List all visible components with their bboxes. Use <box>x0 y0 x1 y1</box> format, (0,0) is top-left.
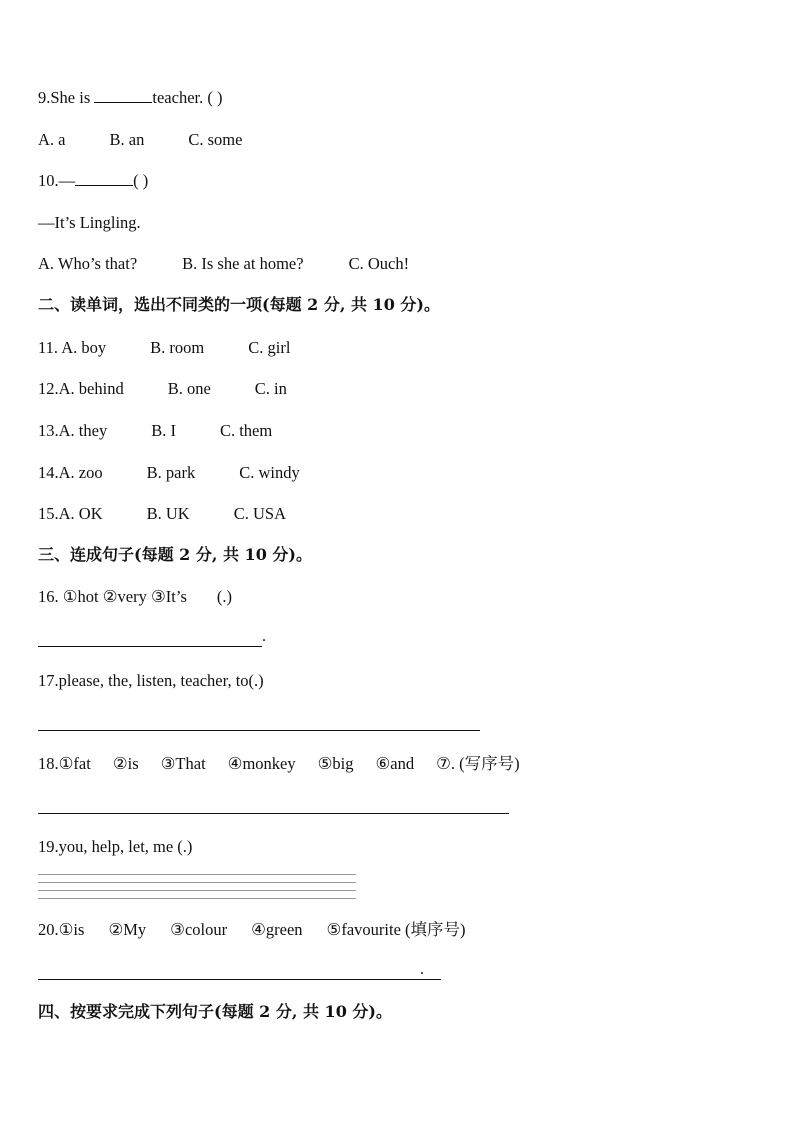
question-20 <box>38 920 466 940</box>
q20-word-4: ④green <box>251 920 303 939</box>
question-16 <box>38 587 232 607</box>
q10-option-c[interactable]: C. Ouch! <box>348 254 410 273</box>
question-14 <box>38 463 300 483</box>
q14-option-a[interactable]: A. zoo <box>58 463 103 482</box>
q9-option-b[interactable]: B. an <box>109 130 145 149</box>
q9-stem-b: teacher. ( ) <box>152 88 223 107</box>
question-10 <box>38 171 148 191</box>
q10-options <box>38 254 409 274</box>
q15-option-b[interactable]: B. UK <box>146 504 190 523</box>
q20-answer-dot: . <box>420 961 424 978</box>
question-19: 19.you, help, let, me (.) <box>38 837 193 856</box>
q14-option-b[interactable]: B. park <box>146 463 196 482</box>
q10-paren: ( ) <box>133 171 149 190</box>
q18-word-5: ⑤big <box>317 754 354 773</box>
q12-number: 12. <box>38 379 59 398</box>
q18-word-4: ④monkey <box>227 754 296 773</box>
q15-number: 15. <box>38 504 59 523</box>
q9-stem-a: 9.She is <box>38 88 95 107</box>
q10-stem: 10.— <box>38 171 76 190</box>
q16-punctuation: (.) <box>216 587 232 606</box>
q9-option-c[interactable]: C. some <box>188 130 243 149</box>
q16-answer-line[interactable] <box>38 646 262 647</box>
question-18 <box>38 754 520 774</box>
section-2-heading: 二、读单词，选出不同类的一项(每题 2 分, 共 10 分)。 <box>38 295 440 314</box>
q14-number: 14. <box>38 463 59 482</box>
q12-option-a[interactable]: A. behind <box>58 379 124 398</box>
q10-reply: —It’s Lingling. <box>38 213 141 232</box>
q16-answer-dot: . <box>262 628 266 645</box>
q9-option-a[interactable]: A. a <box>38 130 66 149</box>
q18-word-6: ⑥and <box>375 754 415 773</box>
q13-number: 13. <box>38 421 59 440</box>
q18-word-1: 18.①fat <box>38 754 91 773</box>
q18-answer-line[interactable] <box>38 813 509 814</box>
q19-writing-line-1[interactable] <box>38 874 356 875</box>
q19-writing-line-2[interactable] <box>38 882 356 883</box>
q18-word-3: ③That <box>160 754 206 773</box>
q18-word-2: ②is <box>112 754 139 773</box>
q10-blank[interactable] <box>75 171 133 186</box>
q13-option-b[interactable]: B. I <box>151 421 176 440</box>
q20-word-1: 20.①is <box>38 920 85 939</box>
q19-writing-line-3[interactable] <box>38 890 356 891</box>
q18-word-7: ⑦. (写序号) <box>436 754 520 773</box>
q16-words: 16. ①hot ②very ③It’s <box>38 587 187 606</box>
q9-options <box>38 130 242 150</box>
q11-option-b[interactable]: B. room <box>150 338 205 357</box>
q13-option-c[interactable]: C. them <box>219 421 273 440</box>
q17-answer-line[interactable] <box>38 730 480 731</box>
question-12 <box>38 379 287 399</box>
q10-option-b[interactable]: B. Is she at home? <box>182 254 304 273</box>
question-11 <box>38 338 290 358</box>
q15-option-a[interactable]: A. OK <box>58 504 103 523</box>
q20-answer-line[interactable] <box>38 979 441 980</box>
q14-option-c[interactable]: C. windy <box>239 463 300 482</box>
q20-word-3: ③colour <box>170 920 228 939</box>
q11-option-c[interactable]: C. girl <box>248 338 291 357</box>
q12-option-c[interactable]: C. in <box>254 379 287 398</box>
q10-option-a[interactable]: A. Who’s that? <box>38 254 138 273</box>
q19-writing-line-4[interactable] <box>38 898 356 899</box>
q11-option-a[interactable]: A. boy <box>61 338 107 357</box>
q15-option-c[interactable]: C. USA <box>233 504 286 523</box>
q9-blank[interactable] <box>94 88 152 103</box>
question-17: 17.please, the, listen, teacher, to(.) <box>38 671 264 690</box>
q20-word-5: ⑤favourite (填序号) <box>326 920 466 939</box>
question-9 <box>38 88 222 108</box>
q12-option-b[interactable]: B. one <box>167 379 211 398</box>
question-15 <box>38 504 286 524</box>
q13-option-a[interactable]: A. they <box>58 421 108 440</box>
q11-number: 11. <box>38 338 62 357</box>
q20-word-2: ②My <box>108 920 147 939</box>
question-13 <box>38 421 272 441</box>
section-4-heading: 四、按要求完成下列句子(每题 2 分, 共 10 分)。 <box>38 1002 392 1021</box>
section-3-heading: 三、连成句子(每题 2 分, 共 10 分)。 <box>38 545 312 564</box>
